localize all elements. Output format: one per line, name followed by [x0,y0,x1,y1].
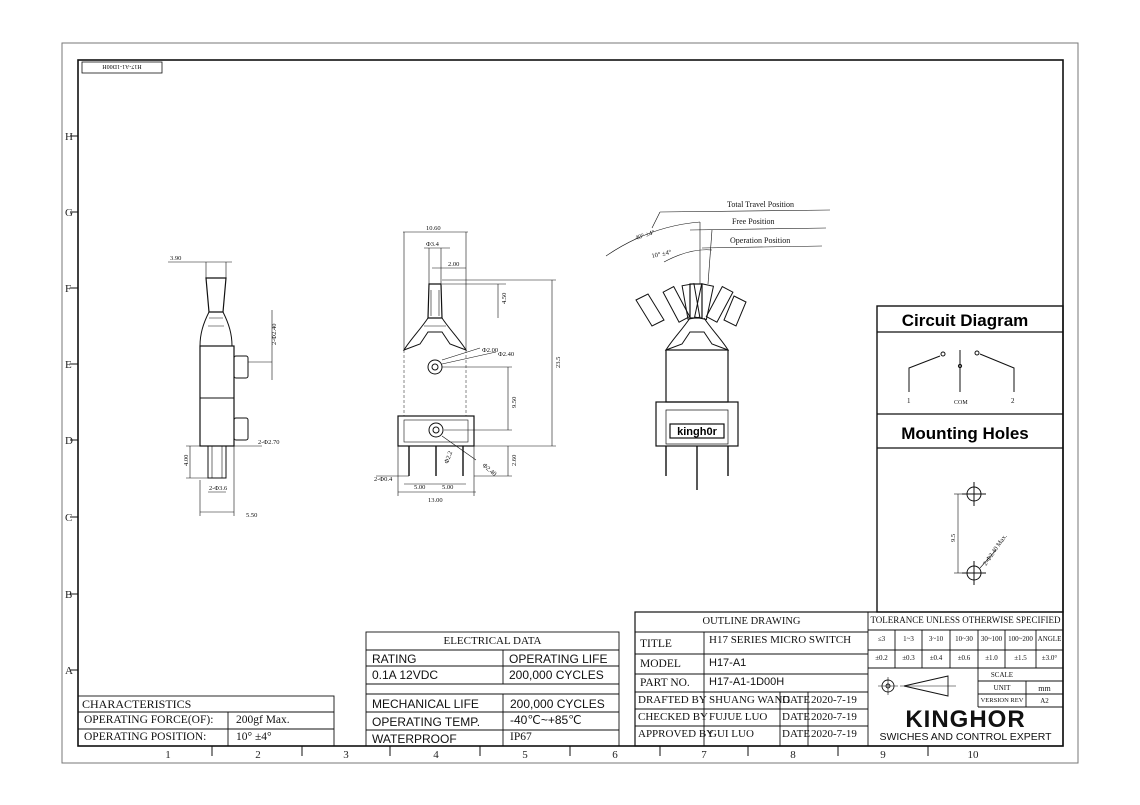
approval-date-label: DATE [782,711,811,723]
zone-row-label: G [65,207,73,219]
angle-label: 10° ±4° [650,248,673,260]
electrical-row-value: IP67 [510,731,532,743]
characteristic-label: OPERATING FORCE(OF): [84,714,214,726]
tolerance-range: 10~30 [955,635,973,643]
dim-label: 4.00 [183,454,190,466]
front-view [376,232,556,496]
zone-col-label: 6 [612,749,618,761]
dim-label: 23.5 [555,356,562,368]
drawing-code: H17-A1-1D00H [102,63,142,69]
dim-label: 2-Φ2.70 [258,439,280,446]
scale-label: SCALE [990,671,1014,679]
title-block-label: TITLE [640,638,672,650]
dim-label: 10.60 [426,225,441,232]
tolerance-value: ±3.0° [1041,654,1058,662]
zone-col-label: 7 [701,749,707,761]
zone-col-labels [165,749,979,761]
approval-name: SHUANG WANG [709,694,791,706]
zone-col-label: 8 [790,749,796,761]
travel-label-free: Free Position [732,217,775,226]
zone-col-label: 5 [522,749,528,761]
company-name: KINGHOR [905,706,1026,733]
dim-label: 2-Φ2.40 Max. [981,533,1009,568]
approval-label: CHECKED BY [638,711,708,723]
dim-label: 13.00 [428,497,443,504]
zone-col-label: 3 [343,749,349,761]
title-block-value: H17 SERIES MICRO SWITCH [709,634,852,646]
electrical-header-rating: RATING [372,652,417,666]
version-label: VERSION REV [980,697,1024,704]
approval-label: DRAFTED BY [638,694,707,706]
approval-date: 2020-7-19 [811,694,857,706]
dim-label: 3.90 [170,255,182,262]
zone-row-label: A [65,665,73,677]
dim-label: Φ2.40 [498,351,515,358]
zone-row-label: B [65,589,73,601]
dim-label: 2-Φ3.6 [209,485,228,492]
title-block-value: H17-A1-1D00H [709,676,785,688]
tolerance-value: ±1.5 [1014,654,1027,662]
zone-col-label: 9 [880,749,886,761]
electrical-row-label: MECHANICAL LIFE [372,697,479,711]
zone-row-label: E [65,359,72,371]
electrical-row-value: 200,000 CYCLES [510,697,605,711]
unit-label: UNIT [993,684,1011,692]
dim-label: 2.00 [448,261,460,268]
electrical-row-label: WATERPROOF [372,732,457,746]
zone-row-label: D [65,435,73,447]
characteristic-value: 10° ±4° [236,731,272,743]
pin-label: COM [954,400,968,406]
travel-label-operation: Operation Position [730,236,791,245]
characteristics-title: CHARACTERISTICS [82,697,192,711]
angle-label: 40° ±4° [634,229,656,242]
tolerance-range: ≤3 [877,635,886,643]
zone-col-label: 1 [165,749,171,761]
version-value: A2 [1040,697,1049,705]
electrical-row-value: -40℃~+85℃ [510,713,582,727]
zone-col-label: 2 [255,749,261,761]
electrical-life-value: 200,000 CYCLES [509,668,604,682]
approval-date: 2020-7-19 [811,728,857,740]
electrical-row-label: OPERATING TEMP. [372,715,481,729]
zone-col-label: 10 [967,749,979,761]
approval-name: GUI LUO [709,728,754,740]
unit-value: mm [1038,684,1051,693]
title-block-label: PART NO. [640,677,690,689]
mounting-title: Mounting Holes [901,424,1029,443]
electrical-rating-value: 0.1A 12VDC [372,668,439,682]
mounting-dims [950,533,1009,567]
zone-row-label: C [65,512,73,524]
zone-row-label: H [65,131,73,143]
dim-label: 5.00 [414,484,426,491]
dim-label: 9.5 [950,533,957,542]
dim-label: 9.50 [511,396,518,408]
angle-view [606,210,830,490]
tolerance-range: 100~200 [1008,635,1033,643]
pin-label: 1 [907,397,911,405]
zone-row-labels [65,131,73,677]
dim-label: 4.50 [501,292,508,304]
company-slogan: SWICHES AND CONTROL EXPERT [879,731,1052,743]
right-panel [877,306,1063,612]
approval-label: APPROVED BY [638,728,715,740]
dim-label: 2-Φ0.4 [374,476,393,483]
circuit-title: Circuit Diagram [901,311,1029,330]
dim-label: Φ2.40 [480,462,498,478]
tolerance-value: ±0.3 [902,654,915,662]
travel-label-total: Total Travel Position [727,200,795,209]
tolerance-range: 30~100 [980,635,1003,643]
title-block-value: H17-A1 [709,657,747,669]
title-block-label: MODEL [640,658,681,670]
title-block-header: OUTLINE DRAWING [702,616,801,627]
characteristic-label: OPERATING POSITION: [84,731,207,743]
tolerance-value: ±0.6 [957,654,971,662]
tolerance-range: 1~3 [903,635,914,643]
dim-label: Φ3.4 [426,241,439,248]
brand-mark: kingh0r [677,426,717,438]
electrical-header-life: OPERATING LIFE [509,652,608,666]
dim-label: 2-Φ2.40 [271,323,278,345]
tolerance-value: ±0.4 [929,654,943,662]
tolerance-header: TOLERANCE UNLESS OTHERWISE SPECIFIED [870,615,1061,625]
front-view-dims [374,225,562,504]
circuit-pins [907,397,1015,406]
dim-label: 2.60 [511,454,518,466]
characteristic-value: 200gf Max. [236,714,290,726]
tolerance-value: ±0.2 [875,654,888,662]
approval-date-label: DATE [782,728,811,740]
pin-label: 2 [1011,397,1015,405]
approval-date-label: DATE [782,694,811,706]
electrical-title: ELECTRICAL DATA [443,635,542,647]
zone-row-label: F [65,283,72,295]
approval-date: 2020-7-19 [811,711,857,723]
approval-name: FUJUE LUO [709,711,768,723]
dim-label: Φ2.00 [482,347,499,354]
tolerance-range: ANGLE [1037,635,1062,643]
tolerance-range: 3~10 [928,635,944,643]
dim-label: 5.00 [442,484,454,491]
dim-label: Φ2.2 [443,450,455,465]
tolerance-value: ±1.0 [985,654,998,662]
zone-ticks-bottom [212,746,928,756]
zone-col-label: 4 [433,749,439,761]
dim-label: 5.50 [246,512,258,519]
side-view [168,262,272,516]
